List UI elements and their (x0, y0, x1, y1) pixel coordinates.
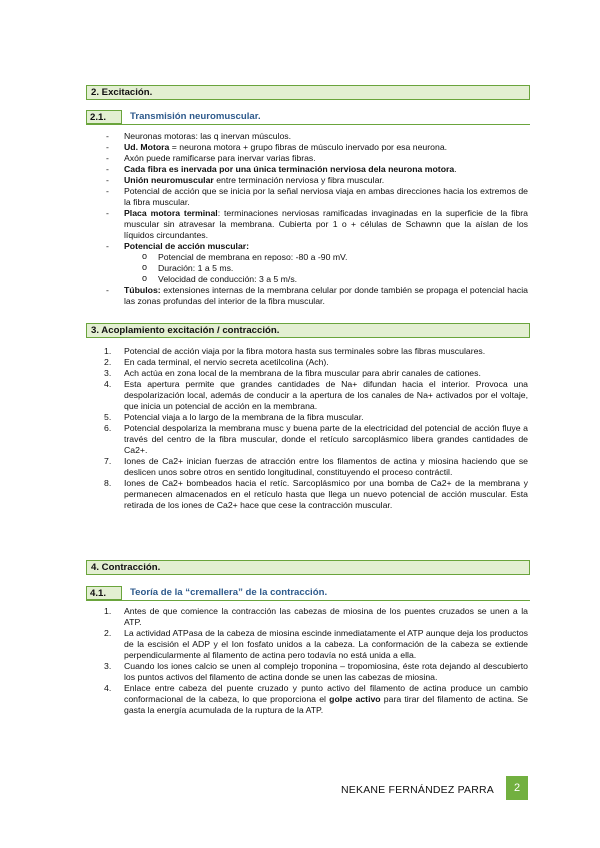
list-acoplamiento (0, 346, 600, 511)
subsection-heading-4-1 (86, 586, 530, 601)
list-item: - Potencial de acción muscular: (106, 241, 250, 251)
list-item: 3. Cuando los iones calcio se unen al complejo troponina – tropomiosina, éste rota dejando al descubierto los puntos activos del filamento de actina donde se unen las cabezas de miosina. (104, 661, 528, 682)
list-item: - Unión neuromuscular entre terminación nerviosa y fibra muscular. (106, 175, 385, 185)
list-item: 3. Ach actúa en zona local de la membrana de la fibra muscular para abrir canales de cationes. (104, 368, 481, 378)
subsection-heading-2-1 (86, 110, 530, 125)
list-item: - Potencial de acción que se inicia por la señal nerviosa viaja en ambas direcciones hacia los extremos de la fibra muscular. (106, 186, 528, 207)
sub-list-item: o Duración: 1 a 5 ms. (142, 262, 234, 273)
section-heading-2: 2. Excitación. (86, 85, 530, 100)
list-item: - Ud. Motora = neurona motora + grupo fibras de músculo inervado por esa neurona. (106, 142, 448, 152)
list-item: 1. Potencial de acción viaja por la fibra motora hasta sus terminales sobre las fibras musculares. (104, 346, 486, 356)
list-item: 2. La actividad ATPasa de la cabeza de miosina escinde inmediatamente el ATP aunque deja los productos de la escisión el ADP y el Ion fosfato unidos a la cabeza. La conformación de la cabeza se extiende perpendicularmente al filamento de actina pero todavía no está unida a ella. (104, 628, 528, 660)
list-item: 5. Potencial viaja a lo largo de la membrana de la fibra muscular. (104, 412, 364, 422)
list-cremallera (0, 606, 600, 716)
list-transmision (0, 131, 600, 307)
sub-list-item: o Potencial de membrana en reposo: -80 a -90 mV. (142, 251, 348, 262)
subsection-title: Transmisión neuromuscular. (130, 111, 261, 122)
subsection-number: 4.1. (86, 586, 122, 600)
list-item: 8. Iones de Ca2+ bombeados hacia el retíc. Sarcoplásmico por una bomba de Ca2+ de la membrana y permanecen almacenados en el retículo hasta que llega un nuevo potencial de acción muscular. Esta retirada de los iones de Ca2+ hace que cese la contracción muscular. (104, 478, 528, 510)
list-item: 4. Esta apertura permite que grandes cantidades de Na+ difundan hacia el interior. Provoca una despolarización local, además de conducir a la apertura de los canales de Na+ activados por el voltaje, que inicia un potencial de acción en la membrana. (104, 379, 528, 411)
footer-author: NEKANE FERNÁNDEZ PARRA (341, 784, 494, 796)
page-number: 2 (506, 776, 528, 800)
list-item: 4. Enlace entre cabeza del puente cruzado y punto activo del filamento de actina produce un cambio conformacional de la cabeza, lo que proporciona el golpe activo para tirar del filamento de actina. Se gasta la energía acumulada de la ruptura de la ATP. (104, 683, 528, 715)
list-item: - Túbulos: extensiones internas de la membrana celular por donde también se propaga el potencial hacia las zonas profundas del interior de la fibra muscular. (106, 285, 528, 306)
list-item: 2. En cada terminal, el nervio secreta acetilcolina (Ach). (104, 357, 329, 367)
list-item: 6. Potencial despolariza la membrana musc y buena parte de la electricidad del potencial de acción fluye a través del centro de la fibra muscular, donde el retículo sarcoplásmico libera grandes cantidades de Ca2+. (104, 423, 528, 455)
section-heading-3: 3. Acoplamiento excitación / contracción. (86, 323, 530, 338)
list-item: 7. Iones de Ca2+ inician fuerzas de atracción entre los filamentos de actina y miosina haciendo que se deslicen unos sobre otros en sentido longitudinal, constituyendo el proceso contráctil. (104, 456, 528, 477)
list-item: - Neuronas motoras: las q inervan músculos. (106, 131, 292, 141)
list-item: 1. Antes de que comience la contracción las cabezas de miosina de los puentes cruzados se unen a la ATP. (104, 606, 528, 627)
subsection-title: Teoría de la “cremallera” de la contracción. (130, 587, 328, 598)
list-item: - Axón puede ramificarse para inervar varias fibras. (106, 153, 316, 163)
sub-list-item: o Velocidad de conducción: 3 a 5 m/s. (142, 273, 298, 284)
section-heading-4: 4. Contracción. (86, 560, 530, 575)
list-item: - Cada fibra es inervada por una única terminación nerviosa dela neurona motora. (106, 164, 457, 174)
subsection-number: 2.1. (86, 110, 122, 124)
list-item: - Placa motora terminal: terminaciones nerviosas ramificadas invaginadas en la superficie de la fibra muscular sin atravesar la membrana. Cubierta por 1 o + células de Schawnn que la aíslan de los líquidos circundantes. (106, 208, 528, 240)
